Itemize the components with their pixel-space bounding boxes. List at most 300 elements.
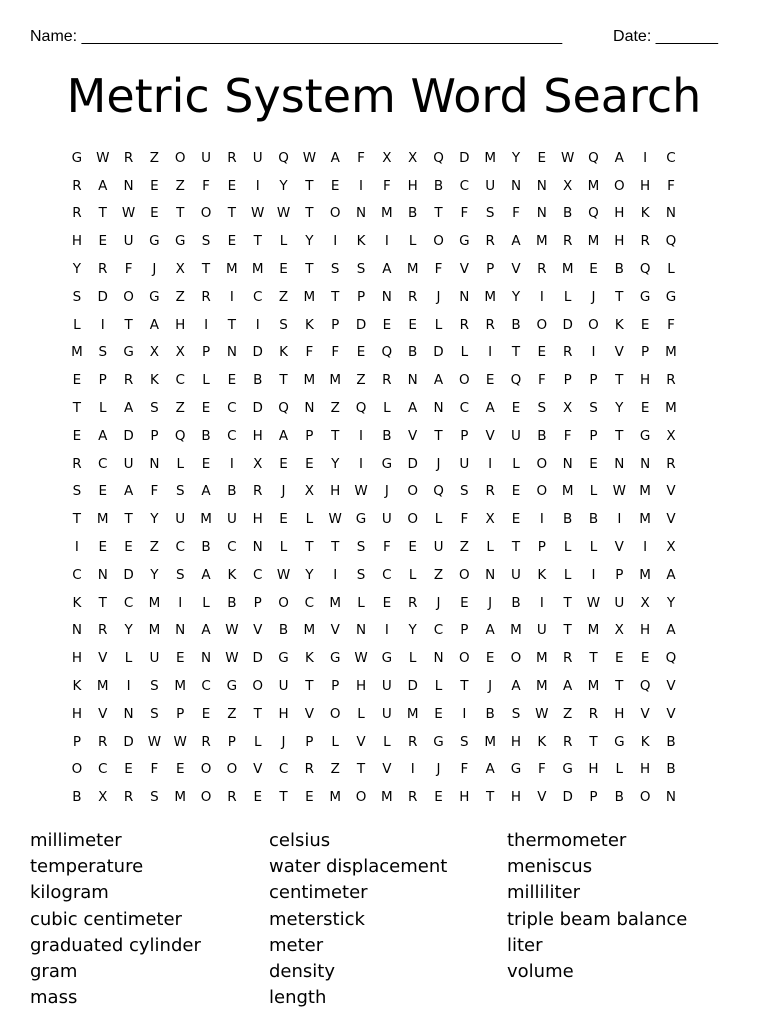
grid-letter: A: [408, 400, 418, 417]
grid-letter: K: [537, 566, 547, 583]
grid-letter: O: [200, 205, 212, 222]
grid-letter: O: [226, 761, 238, 778]
grid-letter: O: [329, 205, 341, 222]
grid-letter: P: [589, 372, 598, 389]
grid-letter: G: [355, 511, 367, 528]
grid-letter: W: [96, 149, 110, 166]
grid-letter: H: [614, 205, 625, 222]
grid-letter: G: [639, 288, 651, 305]
grid-letter: N: [175, 622, 186, 639]
grid-letter: E: [640, 650, 650, 667]
grid-letter: L: [434, 678, 443, 695]
grid-letter: I: [410, 761, 415, 778]
grid-letter: T: [356, 761, 366, 778]
grid-letter: F: [537, 761, 546, 778]
grid-letter: G: [614, 733, 625, 750]
grid-letter: X: [175, 344, 185, 361]
grid-letter: V: [666, 511, 676, 528]
grid-row: [64, 422, 710, 450]
grid-letter: I: [643, 539, 648, 556]
grid-letter: R: [227, 149, 237, 166]
grid-letter: I: [333, 233, 338, 250]
grid-letter: O: [536, 483, 548, 500]
grid-letter: L: [357, 594, 365, 611]
grid-letter: L: [253, 733, 262, 750]
grid-letter: O: [459, 650, 470, 667]
grid-letter: T: [615, 427, 624, 444]
grid-letter: I: [74, 539, 79, 556]
grid-letter: I: [462, 705, 467, 722]
grid-letter: H: [640, 622, 651, 639]
grid-letter: E: [72, 427, 82, 444]
grid-letter: N: [665, 205, 677, 222]
grid-letter: C: [252, 288, 263, 305]
grid-letter: C: [123, 594, 134, 611]
grid-letter: M: [174, 678, 187, 695]
grid-letter: S: [511, 705, 521, 722]
grid-letter: M: [303, 372, 316, 389]
grid-letter: A: [123, 400, 134, 417]
grid-letter: M: [200, 511, 212, 528]
grid-letter: X: [563, 177, 573, 194]
grid-letter: W: [251, 205, 265, 222]
grid-letter: I: [229, 455, 234, 472]
grid-letter: F: [537, 372, 546, 389]
grid-letter: T: [279, 372, 288, 389]
grid-letter: Q: [588, 205, 599, 222]
grid-letter: X: [640, 594, 650, 611]
grid-letter: S: [72, 288, 82, 305]
grid-letter: K: [304, 316, 314, 333]
grid-letter: U: [381, 678, 392, 695]
grid-letter: T: [486, 789, 495, 806]
grid-letter: I: [384, 233, 389, 250]
grid-letter: V: [356, 733, 366, 750]
grid-row: [64, 644, 710, 672]
grid-letter: O: [588, 316, 599, 333]
grid-letter: S: [485, 205, 495, 222]
grid-letter: E: [279, 261, 288, 278]
grid-letter: E: [408, 316, 417, 333]
grid-letter: L: [563, 566, 572, 583]
grid-letter: A: [485, 622, 495, 639]
grid-letter: P: [460, 622, 469, 639]
grid-letter: O: [200, 761, 212, 778]
grid-letter: L: [434, 511, 443, 528]
grid-letter: I: [204, 316, 209, 333]
grid-letter: Y: [72, 261, 82, 278]
grid-row: [64, 255, 710, 283]
grid-letter: F: [150, 761, 159, 778]
grid-letter: W: [560, 149, 575, 166]
grid-letter: Z: [175, 177, 185, 194]
grid-letter: I: [539, 594, 544, 611]
grid-letter: Z: [459, 539, 469, 556]
grid-letter: I: [359, 177, 364, 194]
grid-letter: B: [614, 789, 624, 806]
grid-letter: A: [511, 678, 521, 695]
grid-letter: L: [305, 511, 314, 528]
grid-letter: X: [666, 539, 676, 556]
grid-letter: B: [485, 705, 495, 722]
name-field: Name: ______________________________________________________: [30, 28, 563, 45]
grid-letter: D: [407, 455, 418, 472]
grid-letter: H: [640, 372, 651, 389]
grid-letter: M: [329, 594, 342, 611]
grid-letter: N: [485, 566, 496, 583]
grid-letter: E: [640, 400, 650, 417]
grid-letter: F: [357, 149, 365, 166]
grid-letter: S: [150, 705, 159, 722]
grid-letter: E: [201, 455, 211, 472]
grid-letter: Y: [305, 233, 314, 250]
grid-letter: H: [175, 316, 186, 333]
grid-letter: E: [305, 455, 314, 472]
grid-letter: P: [253, 594, 262, 611]
grid-letter: U: [252, 149, 263, 166]
grid-letter: B: [227, 483, 237, 500]
grid-letter: D: [459, 149, 470, 166]
grid-letter: H: [330, 483, 341, 500]
grid-letter: H: [510, 789, 522, 806]
grid-letter: L: [563, 539, 572, 556]
grid-letter: Q: [381, 344, 393, 361]
grid-letter: Z: [149, 149, 160, 166]
grid-letter: U: [536, 622, 547, 639]
grid-letter: S: [72, 483, 82, 500]
grid-letter: D: [355, 316, 367, 333]
grid-letter: X: [408, 149, 418, 166]
grid-row: [64, 561, 710, 589]
grid-letter: M: [329, 372, 342, 389]
grid-letter: E: [150, 177, 159, 194]
grid-letter: A: [485, 400, 495, 417]
grid-row: [64, 311, 710, 339]
grid-letter: N: [123, 705, 134, 722]
grid-letter: T: [615, 372, 624, 389]
grid-letter: B: [614, 261, 624, 278]
grid-letter: V: [640, 705, 650, 722]
grid-letter: Q: [639, 261, 651, 278]
grid-letter: D: [123, 427, 134, 444]
grid-letter: F: [382, 177, 391, 194]
grid-row: [64, 756, 710, 784]
grid-letter: Q: [278, 149, 289, 166]
grid-letter: A: [278, 427, 289, 444]
grid-letter: A: [330, 149, 340, 166]
grid-letter: O: [536, 455, 548, 472]
grid-letter: V: [330, 622, 340, 639]
word-item: volume: [507, 960, 574, 982]
grid-letter: E: [175, 761, 185, 778]
grid-letter: R: [227, 789, 237, 806]
grid-letter: L: [486, 539, 494, 556]
grid-letter: J: [488, 678, 493, 695]
grid-letter: R: [459, 316, 470, 333]
grid-letter: I: [384, 622, 389, 639]
grid-letter: N: [226, 344, 237, 361]
grid-letter: M: [587, 177, 600, 194]
grid-letter: A: [511, 233, 521, 250]
grid-letter: P: [331, 678, 340, 695]
grid-letter: T: [98, 205, 107, 222]
grid-letter: R: [588, 705, 599, 722]
grid-letter: H: [278, 705, 289, 722]
grid-letter: W: [276, 566, 291, 583]
grid-letter: T: [615, 678, 624, 695]
grid-row: [64, 144, 710, 172]
grid-letter: C: [459, 177, 470, 194]
grid-letter: C: [98, 761, 108, 778]
grid-letter: H: [614, 233, 625, 250]
word-item: meniscus: [507, 856, 593, 878]
grid-letter: M: [71, 344, 83, 361]
grid-letter: I: [488, 344, 493, 361]
grid-letter: T: [305, 205, 314, 222]
word-item: density: [269, 960, 335, 982]
grid-letter: M: [174, 789, 187, 806]
grid-letter: S: [330, 261, 340, 278]
grid-letter: B: [563, 205, 573, 222]
grid-letter: O: [407, 511, 418, 528]
grid-letter: F: [460, 761, 469, 778]
grid-letter: T: [615, 288, 624, 305]
grid-letter: R: [382, 372, 392, 389]
grid-letter: J: [384, 483, 389, 500]
grid-letter: C: [278, 761, 289, 778]
grid-letter: E: [640, 316, 650, 333]
grid-letter: Q: [510, 372, 522, 389]
grid-letter: B: [382, 427, 392, 444]
grid-letter: T: [305, 678, 314, 695]
grid-letter: E: [434, 789, 443, 806]
grid-letter: C: [459, 400, 470, 417]
grid-letter: E: [253, 789, 262, 806]
grid-letter: U: [226, 511, 237, 528]
grid-letter: S: [175, 483, 185, 500]
grid-letter: E: [589, 261, 598, 278]
grid-letter: B: [227, 594, 237, 611]
grid-letter: W: [612, 483, 626, 500]
grid-letter: M: [587, 233, 600, 250]
grid-letter: B: [666, 761, 676, 778]
grid-letter: P: [589, 427, 598, 444]
grid-row: [64, 672, 710, 700]
grid-letter: W: [276, 205, 291, 222]
grid-letter: M: [148, 594, 161, 611]
grid-letter: H: [614, 705, 625, 722]
grid-letter: K: [537, 733, 547, 750]
grid-letter: E: [175, 650, 185, 667]
grid-letter: R: [98, 261, 108, 278]
grid-letter: T: [72, 511, 82, 528]
grid-letter: R: [72, 177, 82, 194]
grid-letter: L: [589, 483, 598, 500]
grid-letter: U: [149, 650, 160, 667]
grid-letter: F: [667, 177, 675, 194]
grid-letter: I: [178, 594, 183, 611]
grid-letter: L: [357, 705, 365, 722]
grid-letter: P: [227, 733, 236, 750]
grid-letter: L: [408, 566, 417, 583]
grid-letter: E: [279, 511, 288, 528]
grid-letter: Z: [356, 372, 366, 389]
grid-letter: X: [563, 400, 573, 417]
grid-letter: J: [281, 483, 286, 500]
grid-letter: Y: [124, 622, 133, 639]
grid-letter: I: [643, 149, 648, 166]
grid-letter: U: [123, 233, 134, 250]
grid-letter: V: [382, 761, 392, 778]
grid-letter: W: [354, 483, 368, 500]
grid-letter: E: [537, 149, 547, 166]
grid-letter: X: [253, 455, 263, 472]
grid-letter: G: [149, 233, 160, 250]
grid-letter: C: [227, 427, 237, 444]
grid-letter: G: [381, 455, 393, 472]
grid-letter: S: [589, 400, 598, 417]
grid-letter: O: [459, 372, 470, 389]
grid-letter: I: [255, 316, 260, 333]
grid-letter: Q: [639, 678, 651, 695]
grid-letter: T: [460, 678, 469, 695]
grid-letter: H: [252, 511, 263, 528]
grid-letter: G: [226, 678, 238, 695]
grid-letter: P: [305, 427, 314, 444]
grid-letter: Z: [278, 288, 289, 305]
grid-letter: U: [201, 149, 211, 166]
grid-letter: U: [459, 455, 470, 472]
grid-letter: V: [253, 622, 263, 639]
grid-letter: C: [666, 149, 676, 166]
grid-letter: F: [150, 483, 159, 500]
grid-letter: N: [640, 455, 651, 472]
grid-letter: U: [511, 566, 521, 583]
grid-letter: S: [150, 789, 159, 806]
grid-letter: W: [535, 705, 549, 722]
grid-letter: N: [536, 177, 547, 194]
grid-letter: Z: [175, 288, 185, 305]
grid-letter: F: [202, 177, 210, 194]
grid-letter: R: [201, 733, 211, 750]
grid-letter: Z: [433, 566, 444, 583]
word-item: thermometer: [507, 830, 627, 851]
grid-letter: N: [407, 372, 418, 389]
grid-letter: Q: [278, 400, 289, 417]
grid-letter: T: [589, 733, 598, 750]
grid-letter: O: [536, 316, 548, 333]
grid-letter: T: [72, 400, 82, 417]
grid-letter: U: [614, 594, 625, 611]
grid-letter: Y: [150, 511, 159, 528]
grid-letter: O: [407, 483, 418, 500]
grid-letter: X: [666, 427, 676, 444]
grid-letter: C: [175, 372, 185, 389]
grid-letter: I: [359, 427, 364, 444]
grid-letter: G: [149, 288, 160, 305]
grid-letter: R: [123, 789, 134, 806]
grid-letter: M: [226, 261, 238, 278]
grid-letter: N: [562, 455, 573, 472]
grid-letter: G: [639, 427, 651, 444]
grid-letter: T: [124, 316, 133, 333]
grid-letter: R: [304, 761, 315, 778]
grid-letter: L: [176, 455, 184, 472]
grid-letter: E: [356, 344, 366, 361]
grid-letter: B: [408, 344, 418, 361]
grid-letter: R: [562, 733, 573, 750]
grid-letter: W: [173, 733, 187, 750]
grid-letter: M: [329, 789, 342, 806]
grid-letter: F: [331, 344, 340, 361]
grid-letter: E: [460, 594, 469, 611]
word-column: [507, 828, 687, 985]
grid-letter: I: [359, 455, 364, 472]
grid-letter: K: [640, 205, 650, 222]
grid-letter: E: [434, 705, 443, 722]
grid-letter: F: [124, 261, 133, 278]
grid-letter: N: [123, 177, 134, 194]
grid-letter: M: [587, 622, 600, 639]
grid-letter: O: [174, 149, 186, 166]
grid-letter: N: [355, 622, 367, 639]
word-item: centimeter: [269, 882, 368, 904]
grid-letter: R: [562, 344, 573, 361]
grid-letter: G: [510, 761, 522, 778]
grid-letter: U: [485, 177, 496, 194]
grid-letter: D: [407, 678, 418, 695]
grid-letter: G: [459, 233, 470, 250]
grid-letter: R: [485, 483, 495, 500]
grid-letter: J: [436, 455, 441, 472]
grid-letter: P: [150, 427, 159, 444]
grid-letter: P: [331, 316, 340, 333]
word-item: graduated cylinder: [30, 934, 201, 956]
grid-letter: T: [124, 511, 133, 528]
grid-letter: U: [433, 539, 444, 556]
grid-letter: H: [252, 427, 263, 444]
grid-letter: Y: [331, 455, 340, 472]
grid-letter: W: [586, 594, 601, 611]
grid-letter: F: [305, 344, 314, 361]
grid-letter: H: [407, 177, 418, 194]
grid-letter: M: [96, 511, 109, 528]
grid-letter: R: [407, 733, 418, 750]
grid-letter: C: [227, 400, 237, 417]
grid-letter: O: [200, 789, 212, 806]
word-item: mass: [30, 987, 78, 1009]
grid-letter: H: [71, 650, 82, 667]
grid-letter: K: [227, 566, 237, 583]
grid-letter: R: [562, 233, 573, 250]
grid-letter: X: [304, 483, 314, 500]
grid-letter: L: [667, 261, 675, 278]
grid-letter: L: [408, 233, 417, 250]
grid-letter: P: [460, 427, 469, 444]
grid-letter: B: [511, 594, 521, 611]
grid-letter: E: [201, 400, 211, 417]
grid-letter: D: [252, 650, 263, 667]
grid-letter: S: [356, 566, 366, 583]
grid-letter: L: [73, 316, 81, 333]
grid-letter: O: [639, 789, 651, 806]
grid-letter: P: [486, 261, 495, 278]
grid-letter: C: [304, 594, 315, 611]
grid-letter: V: [98, 705, 108, 722]
grid-letter: K: [72, 678, 82, 695]
grid-letter: N: [252, 539, 263, 556]
grid-letter: L: [279, 539, 288, 556]
